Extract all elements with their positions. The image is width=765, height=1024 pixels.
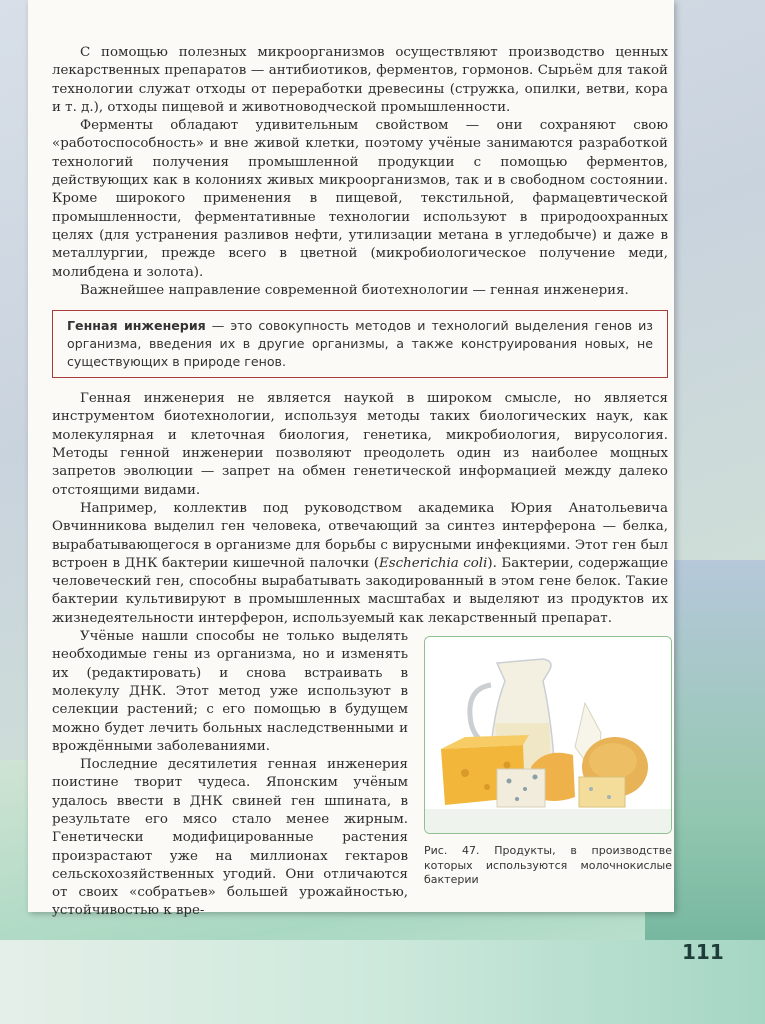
left-column: [52, 628, 408, 921]
text-figure-area: [52, 628, 672, 919]
paragraph-interferon: Например, коллектив под руководством академика Юрия Анатольевича Овчинникова выделил ген человека, отвечающий за синтез интерферона — белка, вырабатывающегося в организме для борьбы с вирусными инфекциями. Этот ген был встроен в ДНК бактерии кишечной палочки (Escherichia coli). Бактерии, содержащие человеческий ген, способны вырабатывать закодированный в этом гене белок. Такие бактерии культивируют в промышленных масштабах и выделяют из продуктов их жизнедеятельности интерферон, используемый как лекарственный препарат.: [52, 500, 668, 626]
definition-box: [52, 310, 668, 378]
page-number: 111: [682, 940, 724, 964]
paragraph-genetic-engineering-intro: Важнейшее направление современной биотехнологии — генная инженерия.: [80, 282, 629, 298]
dairy-products-illustration: [425, 637, 671, 833]
paragraph-microorganisms: С помощью полезных микроорганизмов осуществляют производство ценных лекарственных препаратов — антибиотиков, ферментов, гормонов. Сырьём для такой технологии служат отходы от переработки древесины (стружка, опилки, ветви, кора и т. д.), отходы пищевой и животноводческой промышленности.: [52, 45, 668, 115]
paragraph-gene-editing: Учёные нашли способы не только выделять необходимые гены из организма, но и изменять их (редактировать) и снова встраивать в молекулу ДНК. Этот метод уже используют в селекции растений; с его помощью в будущем можно будет лечить больных наследственными и врождёнными заболеваниями.: [52, 629, 408, 754]
definition-text: — это совокупность методов и технологий выделения генов из организма, введения их в другие организмы, а также конструирования новых, не существующих в природе генов.: [67, 318, 653, 370]
small-cheese: [579, 777, 625, 807]
figure-dairy-products: [424, 636, 672, 834]
background-bottom: [0, 940, 765, 1024]
figure-caption: Рис. 47. Продукты, в производстве которых используются молочнокислые бактерии: [424, 844, 672, 887]
paragraph-gmo: Последние десятилетия генная инженерия поистине творит чудеса. Японским учёным удалось ввести в ДНК свиней ген шпината, в результате его мясо стало менее жирным. Генетически модифицированные растения произрастают уже на миллионах гектаров сельскохозяйственных угодий. Они отличаются от своих «собратьев» большей урожайностью, устойчивостью к вре-: [52, 757, 408, 919]
paragraph-enzymes: Ферменты обладают удивительным свойством — они сохраняют свою «работоспособность» и вне живой клетки, поэтому учёные занимаются разработкой технологий получения промышленной продукции с помощью ферментов, действующих как в колониях живых микроорганизмов, так и в свободном состоянии. Кроме широкого применения в пищевой, текстильной, фармацевтической промышленности, ферментативные технологии используют в природоохранных целях (для устранения разливов нефти, утилизации метана в угледобыче) и даже в металлургии, прежде всего в цветной (микробиологическое получение меди, молибдена и золота).: [52, 118, 668, 280]
definition-term: Генная инженерия: [67, 318, 206, 334]
textbook-page: [28, 0, 674, 919]
species-name: Escherichia coli: [378, 555, 488, 571]
page-content: [52, 44, 672, 919]
blue-cheese: [497, 769, 545, 807]
paragraph-genetic-engineering-tool: Генная инженерия не является наукой в широком смысле, но является инструментом биотехнологии, используя методы таких биологических наук, как молекулярная и клеточная биология, генетика, микробиология, вирусология. Методы генной инженерии позволяют преодолеть один из наиболее мощных запретов эволюции — запрет на обмен генетической информацией между далеко отстоящими видами.: [52, 391, 668, 498]
